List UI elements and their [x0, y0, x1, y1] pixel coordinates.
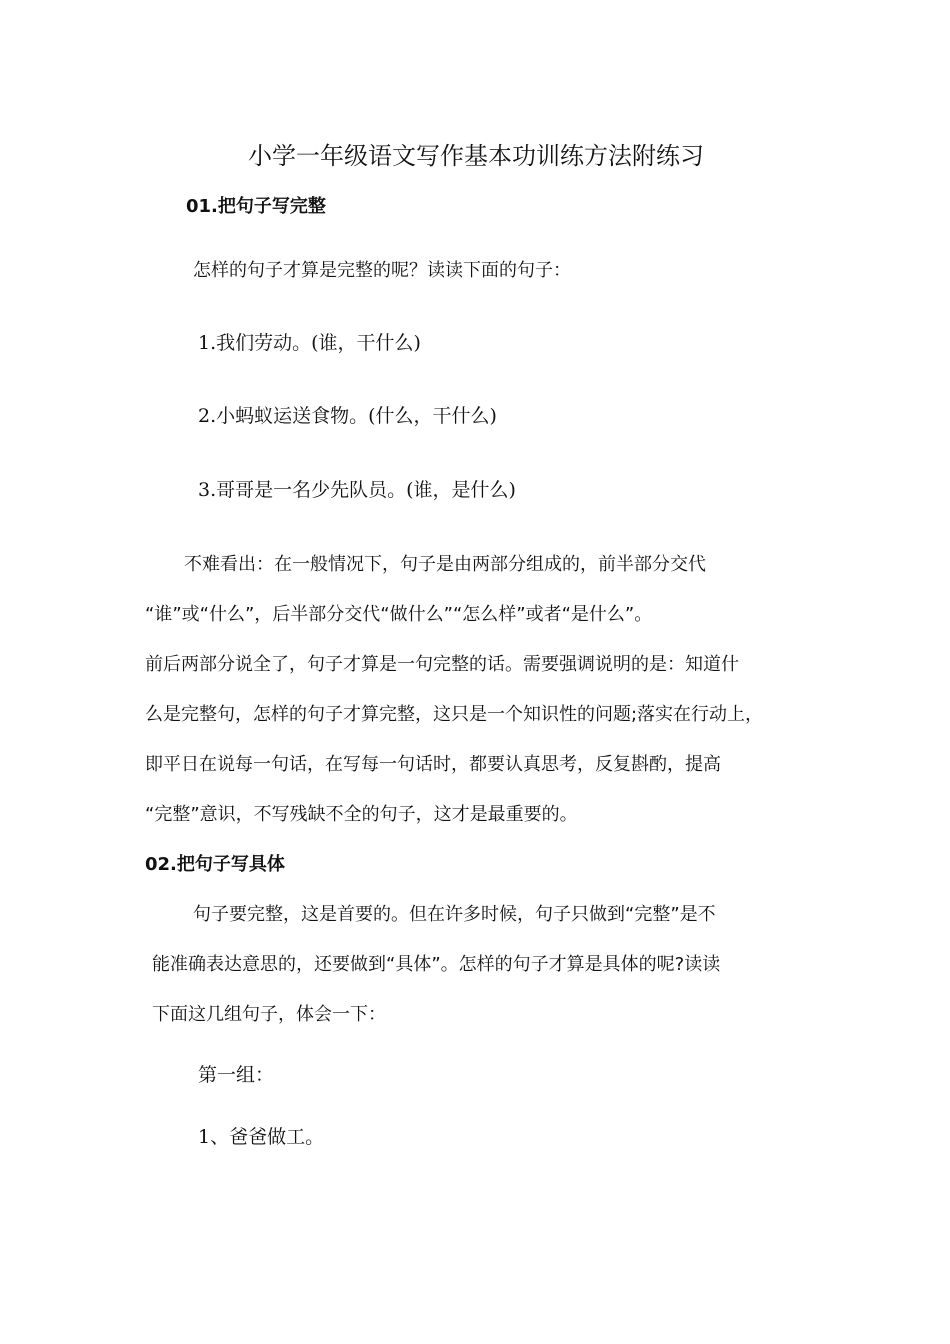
example-sentence: 3.哥哥是一名少先队员。(谁，是什么): [198, 479, 516, 501]
paragraph-line: 句子要完整，这是首要的。但在许多时候，句子只做到“完整”是不: [193, 904, 716, 925]
group-label: 第一组：: [198, 1064, 275, 1086]
paragraph-line: 前后两部分说全了，句子才算是一句完整的话。需要强调说明的是：知道什: [145, 654, 739, 675]
paragraph-line: “谁”或“什么”，后半部分交代“做什么”“怎么样”或者“是什么”。: [145, 604, 653, 625]
example-sentence: 2.小蚂蚁运送食物。(什么，干什么): [198, 405, 497, 427]
paragraph-line: 不难看出：在一般情况下，句子是由两部分组成的，前半部分交代: [184, 554, 706, 575]
paragraph-line: 即平日在说每一句话，在写每一句话时，都要认真思考，反复斟酌，提高: [145, 754, 721, 775]
document-title: 小学一年级语文写作基本功训练方法附练习: [248, 142, 704, 170]
section-1-intro: 怎样的句子才算是完整的呢？读读下面的句子：: [193, 260, 571, 281]
paragraph-line: 能准确表达意思的，还要做到“具体”。怎样的句子才算是具体的呢?读读: [152, 954, 721, 975]
group-item: 1、爸爸做工。: [198, 1126, 325, 1148]
paragraph-line: 下面这几组句子，体会一下：: [152, 1004, 386, 1025]
paragraph-line: 么是完整句，怎样的句子才算完整，这只是一个知识性的问题;落实在行动上，: [145, 704, 764, 725]
section-2-heading: 02.把句子写具体: [145, 854, 285, 875]
paragraph-line: “完整”意识，不写残缺不全的句子，这才是最重要的。: [145, 804, 578, 825]
example-sentence: 1.我们劳动。(谁，干什么): [198, 332, 421, 354]
section-1-heading: 01.把句子写完整: [186, 196, 326, 217]
